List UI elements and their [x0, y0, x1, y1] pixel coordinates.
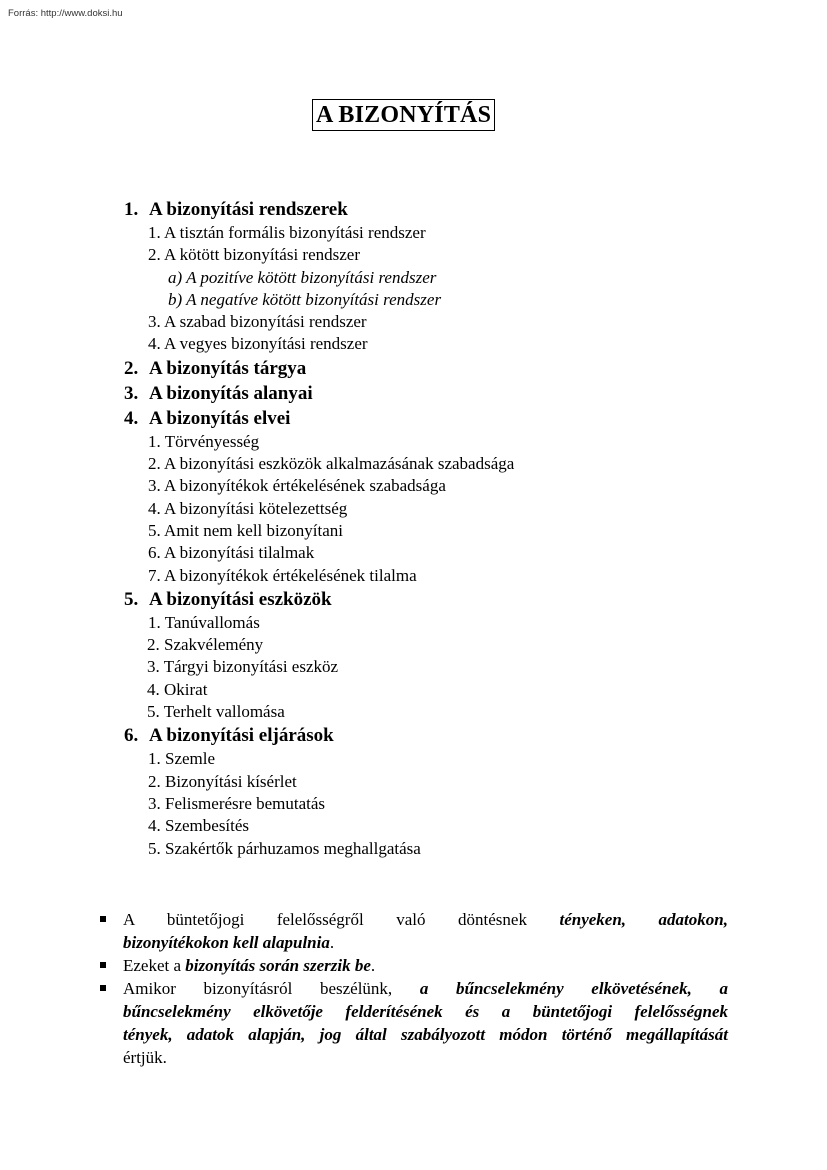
bullet-line [123, 931, 728, 954]
square-bullet-icon [100, 985, 106, 991]
section-title: A bizonyítás alanyai [149, 382, 313, 404]
section-heading [124, 587, 827, 612]
bullet-list [0, 908, 827, 1069]
list-item: 4. Okirat [147, 679, 208, 699]
section-heading [124, 381, 827, 406]
list-item: 4. A vegyes bizonyítási rendszer [148, 334, 368, 354]
list-item: 6. A bizonyítási tilalmak [148, 543, 315, 563]
table-of-contents [0, 197, 827, 860]
list-item: 3. Tárgyi bizonyítási eszköz [147, 657, 339, 677]
square-bullet-icon [100, 916, 106, 922]
bullet-line: bűncselekmény elkövetője felderítésének és a büntetőjogi felelősségnek [123, 1002, 728, 1021]
square-bullet-icon [100, 962, 106, 968]
bullet-emphasis: tényeken, adatokon, [559, 910, 728, 929]
section-heading [124, 406, 827, 431]
list-item: 1. Tanúvallomás [148, 612, 260, 632]
list-item: 7. A bizonyítékok értékelésének tilalma [148, 565, 417, 585]
section-heading [124, 197, 827, 222]
list-item: 5. Szakértők párhuzamos meghallgatása [148, 838, 421, 858]
section-title: A bizonyítási rendszerek [149, 199, 348, 220]
bullet-text: Ezeket a [123, 956, 186, 975]
section-title: A bizonyítás tárgya [149, 357, 307, 379]
list-item: 3. A szabad bizonyítási rendszer [148, 312, 367, 332]
section-heading [124, 723, 827, 748]
section-number: 1. [124, 199, 139, 220]
source-line: Forrás: http://www.doksi.hu [8, 8, 123, 19]
list-item: 2. A bizonyítási eszközök alkalmazásának szabadsága [148, 454, 515, 474]
list-item: 1. Törvényesség [148, 431, 260, 451]
bullet-line [123, 977, 728, 1000]
bullet-emphasis: bizonyítékokon kell alapulnia [123, 933, 330, 952]
bullet-text: . [370, 956, 376, 975]
section-number: 6. [124, 725, 139, 747]
bullet-line [123, 908, 728, 931]
list-item: 3. A bizonyítékok értékelésének szabadsága [148, 476, 446, 496]
list-item: 5. Terhelt vallomása [147, 702, 285, 722]
list-item: 3. Felismerésre bemutatás [148, 793, 326, 813]
bullet-item [123, 908, 728, 954]
list-item: 2. Bizonyítási kísérlet [148, 771, 297, 791]
list-subitem: b) A negatíve kötött bizonyítási rendszer [168, 289, 442, 309]
section-number: 2. [124, 357, 139, 379]
section-title: A bizonyítási eljárások [149, 725, 334, 747]
bullet-line: tények, adatok alapján, jog által szabályozott módon történő megállapítását [123, 1025, 728, 1044]
bullet-line: értjük. [123, 1048, 167, 1067]
bullet-item [123, 977, 728, 1069]
section-title: A bizonyítás elvei [149, 407, 291, 429]
bullet-line [123, 954, 728, 977]
section-title: A bizonyítási eszközök [149, 588, 332, 610]
bullet-text: . [329, 933, 335, 952]
bullet-emphasis: a bűncselekmény elkövetésének, a [419, 979, 728, 998]
list-item: 2. A kötött bizonyítási rendszer [148, 245, 360, 265]
list-item: 4. Szembesítés [148, 816, 250, 836]
bullet-item [123, 954, 728, 977]
section-heading [124, 356, 827, 381]
list-item: 5. Amit nem kell bizonyítani [148, 520, 344, 540]
section-number: 4. [124, 407, 139, 429]
page-title: A BIZONYÍTÁS [312, 99, 495, 131]
list-item: 4. A bizonyítási kötelezettség [148, 498, 348, 518]
list-subitem: a) A pozitíve kötött bizonyítási rendszer [168, 267, 437, 287]
list-item: 1. Szemle [148, 749, 216, 769]
list-item: 2. Szakvélemény [147, 635, 264, 655]
section-number: 5. [124, 588, 139, 610]
section-number: 3. [124, 382, 139, 404]
bullet-text: Amikor bizonyításról beszélünk, [123, 979, 420, 998]
bullet-text: A büntetőjogi felelősségről való döntésnek [123, 910, 560, 929]
list-item: 1. A tisztán formális bizonyítási rendszer [148, 223, 426, 242]
bullet-emphasis: bizonyítás során szerzik be [185, 956, 371, 975]
